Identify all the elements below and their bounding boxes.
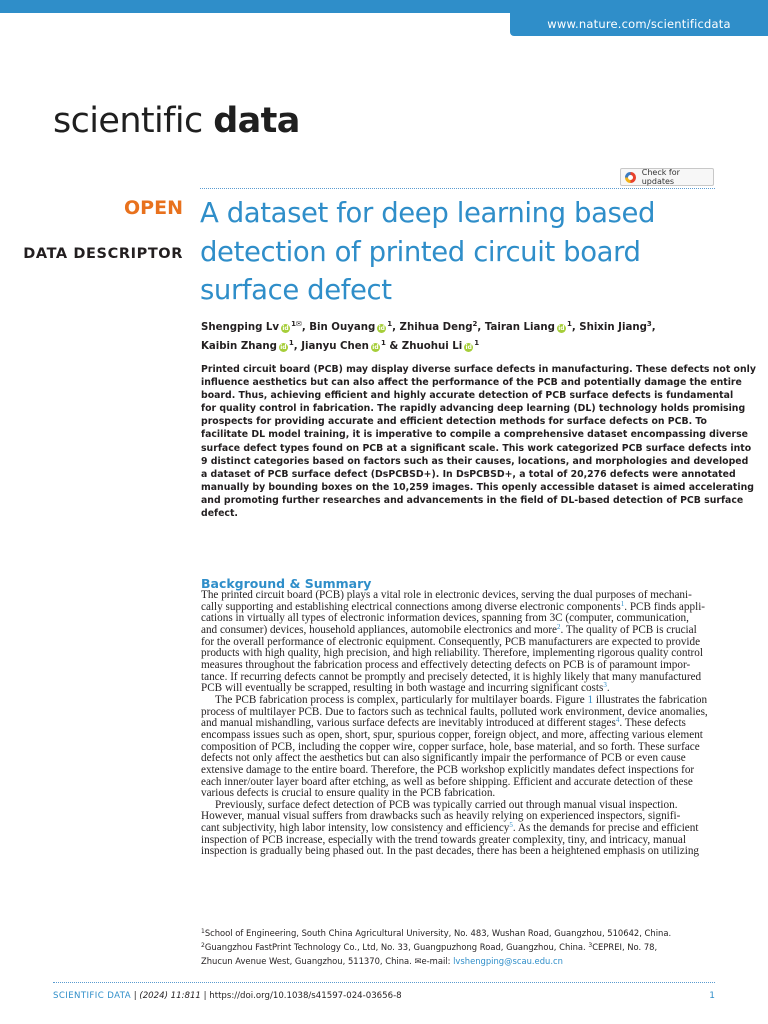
author-name[interactable]: & Zhuohui Li [385, 341, 463, 352]
header-divider [200, 188, 715, 189]
body-line: extensive damage to the entire board. Therefore, the PCB workshop explicitly mandates defect inspections for [201, 763, 695, 776]
affiliations [201, 926, 721, 968]
affiliation-line [201, 940, 721, 954]
orcid-icon[interactable]: id [280, 344, 287, 351]
author-line [201, 337, 721, 356]
abstract-line: manually by bounding boxes on the 10,259 images. This openly accessible dataset is aimed accelerating [201, 481, 754, 493]
author-affil-sup: 3 [646, 320, 652, 328]
author-affil-sup: 2 [472, 320, 478, 328]
body-line: each inner/outer layer board after etching, as well as before shipping. Efficient and accurate detection of these [201, 775, 693, 788]
abstract-line: for quality control in fabrication. The rapidly advancing deep learning (DL) technology holds promising [201, 403, 746, 415]
body-text-run: . As the demands for precise and efficient [512, 822, 699, 835]
abstract-line: facilitate DL model training, it is imperative to compile a comprehensive dataset encompassing diverse [201, 429, 748, 441]
affiliation-line [201, 926, 721, 940]
author-name[interactable]: Kaibin Zhang [201, 341, 277, 352]
body-text-run: illustrates the fabrication [593, 693, 708, 706]
article-type-label: DATA DESCRIPTOR [23, 246, 183, 262]
figure-link[interactable]: 1 [587, 693, 594, 706]
footer [53, 991, 715, 1001]
journal-logo [53, 101, 300, 141]
doi-link[interactable]: | https://doi.org/10.1038/s41597-024-03656-8 [200, 991, 402, 1001]
body-line [201, 622, 721, 637]
body-line: for the overall performance of electronic equipment. Consequently, PCB manufacturers are expected to provide [201, 635, 701, 648]
affiliation-sup: 3 [588, 942, 593, 949]
body-text-run: The PCB fabrication process is complex, particularly for multilayer boards. Figure [215, 693, 588, 706]
abstract-line: board. Thus, achieving efficient and highly accurate detection of PCB surface defects is fundamental [201, 390, 734, 402]
citation-link[interactable]: 2 [557, 622, 561, 631]
body-text-run: . [606, 682, 610, 695]
body-line: measures throughout the fabrication process and effectively detecting defects on PCB is of paramount impor- [201, 658, 691, 671]
abstract-line: a dataset of PCB surface defect (DsPCBSD+). In DsPCBSD+, a total of 20,276 defects were annotated [201, 468, 736, 480]
abstract-line: 9 distinct categories based on factors such as their causes, locations, and morphologies and developed [201, 455, 749, 467]
affiliation-text: School of Engineering, South China Agricultural University, No. 483, Wushan Road, Guangzhou, 510642, China. [204, 928, 672, 938]
footer-divider [53, 982, 715, 983]
author-affil-sup: 1✉ [291, 320, 302, 328]
body-line: inspection of PCB increase, especially with the trend towards greater complexity, tiny, and intricacy, manual [201, 833, 686, 846]
affiliation-text: Zhucun Avenue West, Guangzhou, 511370, China. [201, 956, 415, 966]
orcid-icon[interactable]: id [558, 325, 565, 332]
body-line: tance. If recurring defects cannot be promptly and precisely detected, it is highly likely that many manufactured [201, 670, 702, 683]
abstract-line: influence aesthetics but can also affect the performance of the PCB and potentially damage the entire [201, 377, 742, 389]
body-text-run: cant subjectivity, high labor intensity, low consistency and efficiency [201, 822, 510, 835]
check-updates-icon [625, 172, 636, 183]
author-affil-sup: 1 [387, 320, 393, 328]
abstract-line: Printed circuit board (PCB) may display diverse surface defects in manufacturing. These defects not only [201, 364, 756, 375]
author-affil-sup: 1 [566, 320, 572, 328]
author-affil-sup: 1 [380, 339, 386, 347]
logo-bold-text: data [213, 101, 300, 141]
footer-separator: | [130, 991, 140, 1001]
affiliation-text: CEPREI, No. 78, [592, 942, 658, 952]
author-name[interactable]: , Tairan Liang [477, 322, 555, 333]
abstract [201, 363, 756, 520]
abstract-line: and promoting further researches and advancements in the field of DL-based detection of PCB surface [201, 494, 744, 506]
body-line: encompass issues such as open, short, spur, spurious copper, foreign object, and more, affecting various element [201, 728, 703, 741]
body-text [201, 590, 721, 858]
page-number: 1 [709, 991, 715, 1001]
body-line: composition of PCB, including the copper wire, copper surface, hole, base material, and so forth. These surface [201, 740, 700, 753]
body-line: The printed circuit board (PCB) plays a vital role in electronic devices, serving the dual purposes of mechani- [201, 589, 692, 601]
author-name[interactable]: , Jianyu Chen [293, 341, 369, 352]
author-separator: , [651, 322, 656, 333]
author-affil-sup: 1 [474, 339, 480, 347]
article-title [200, 194, 720, 310]
body-text-run: cally supporting and establishing electrical connections among diverse electronic components [201, 600, 621, 613]
citation-link[interactable]: 3 [603, 681, 607, 690]
author-affil-sup: 1 [288, 339, 294, 347]
envelope-icon: ✉e-mail: [414, 956, 454, 966]
author-list [201, 318, 721, 356]
title-line: A dataset for deep learning based [200, 197, 656, 229]
journal-url-link[interactable]: www.nature.com/scientificdata [510, 11, 768, 36]
body-line: Previously, surface defect detection of PCB was typically carried out through manual visual inspection. [215, 798, 678, 811]
title-line: surface defect [200, 274, 392, 306]
abstract-line: prospects for providing accurate and efficient detection methods for surface defects on PCB. To [201, 416, 707, 428]
orcid-icon[interactable]: id [372, 344, 379, 351]
body-line: defects not only affect the aesthetics but can also significantly impair the performance of PCB or even cause [201, 752, 686, 765]
email-link[interactable]: lvshengping@scau.edu.cn [453, 956, 563, 966]
affiliation-text: Guangzhou FastPrint Technology Co., Ltd, No. 33, Guangpuzhong Road, Guangzhou, China. [204, 942, 589, 952]
footer-citation: (2024) 11:811 [139, 991, 201, 1001]
footer-journal: SCIENTIFIC DATA [53, 991, 131, 1001]
body-text-run: and manual mishandling, various surface defects are inevitably introduced at different stages [201, 717, 616, 730]
author-name[interactable]: Shengping Lv [201, 322, 280, 333]
citation-link[interactable]: 5 [509, 821, 513, 830]
abstract-line: surface defect types found on PCB at a significant scale. This work categorized PCB surface defects into [201, 442, 752, 454]
affiliation-line [201, 954, 721, 968]
author-line [201, 318, 721, 337]
check-for-updates-button[interactable] [620, 168, 714, 186]
affiliation-sup: 2 [201, 942, 205, 949]
body-line: various defects is crucial to ensure quality in the PCB fabrication. [201, 787, 496, 800]
title-line: detection of printed circuit board [200, 235, 641, 268]
open-access-label: OPEN [124, 197, 183, 219]
body-line: products with high quality, high precision, and high reliability. Therefore, implementing rigorous quality control [201, 647, 703, 660]
body-line: inspection is gradually being phased out. In the past decades, there has been a heightened emphasis on utilizing [201, 845, 700, 858]
body-text-run: . PCB finds appli- [624, 600, 706, 613]
affiliation-sup: 1 [201, 928, 205, 935]
body-line [201, 695, 721, 707]
body-text-run: PCB will eventually be scrapped, resulting in both wastage and incurring significant costs [201, 682, 604, 695]
body-line: process of multilayer PCB. Due to factors such as technical faults, polluted work environment, device anomalies, [201, 705, 708, 718]
section-heading: Background & Summary [201, 576, 372, 591]
body-line: However, manual visual suffers from drawbacks such as heavily relying on experienced inspectors, signifi- [201, 810, 681, 823]
body-line: cations in virtually all types of electronic information devices, spanning from 3C (computer, communication, [201, 612, 689, 625]
check-updates-label: Check for updates [641, 168, 680, 186]
body-text-run: . The quality of PCB is crucial [560, 623, 697, 636]
body-text-run: and consumer) devices, household appliances, automobile electronics and more [201, 623, 558, 636]
citation-link[interactable]: 4 [615, 716, 620, 725]
body-text-run: . These defects [619, 717, 686, 730]
orcid-icon[interactable]: id [282, 325, 289, 332]
orcid-icon[interactable]: id [465, 344, 472, 351]
author-name[interactable]: , Bin Ouyang [301, 322, 376, 333]
logo-light-text: scientific [53, 101, 203, 141]
citation-link[interactable]: 1 [620, 599, 625, 608]
orcid-icon[interactable]: id [378, 325, 385, 332]
author-name[interactable]: , Shixin Jiang [571, 322, 647, 333]
author-name[interactable]: , Zhihua Deng [392, 322, 473, 333]
abstract-line: defect. [201, 508, 238, 520]
